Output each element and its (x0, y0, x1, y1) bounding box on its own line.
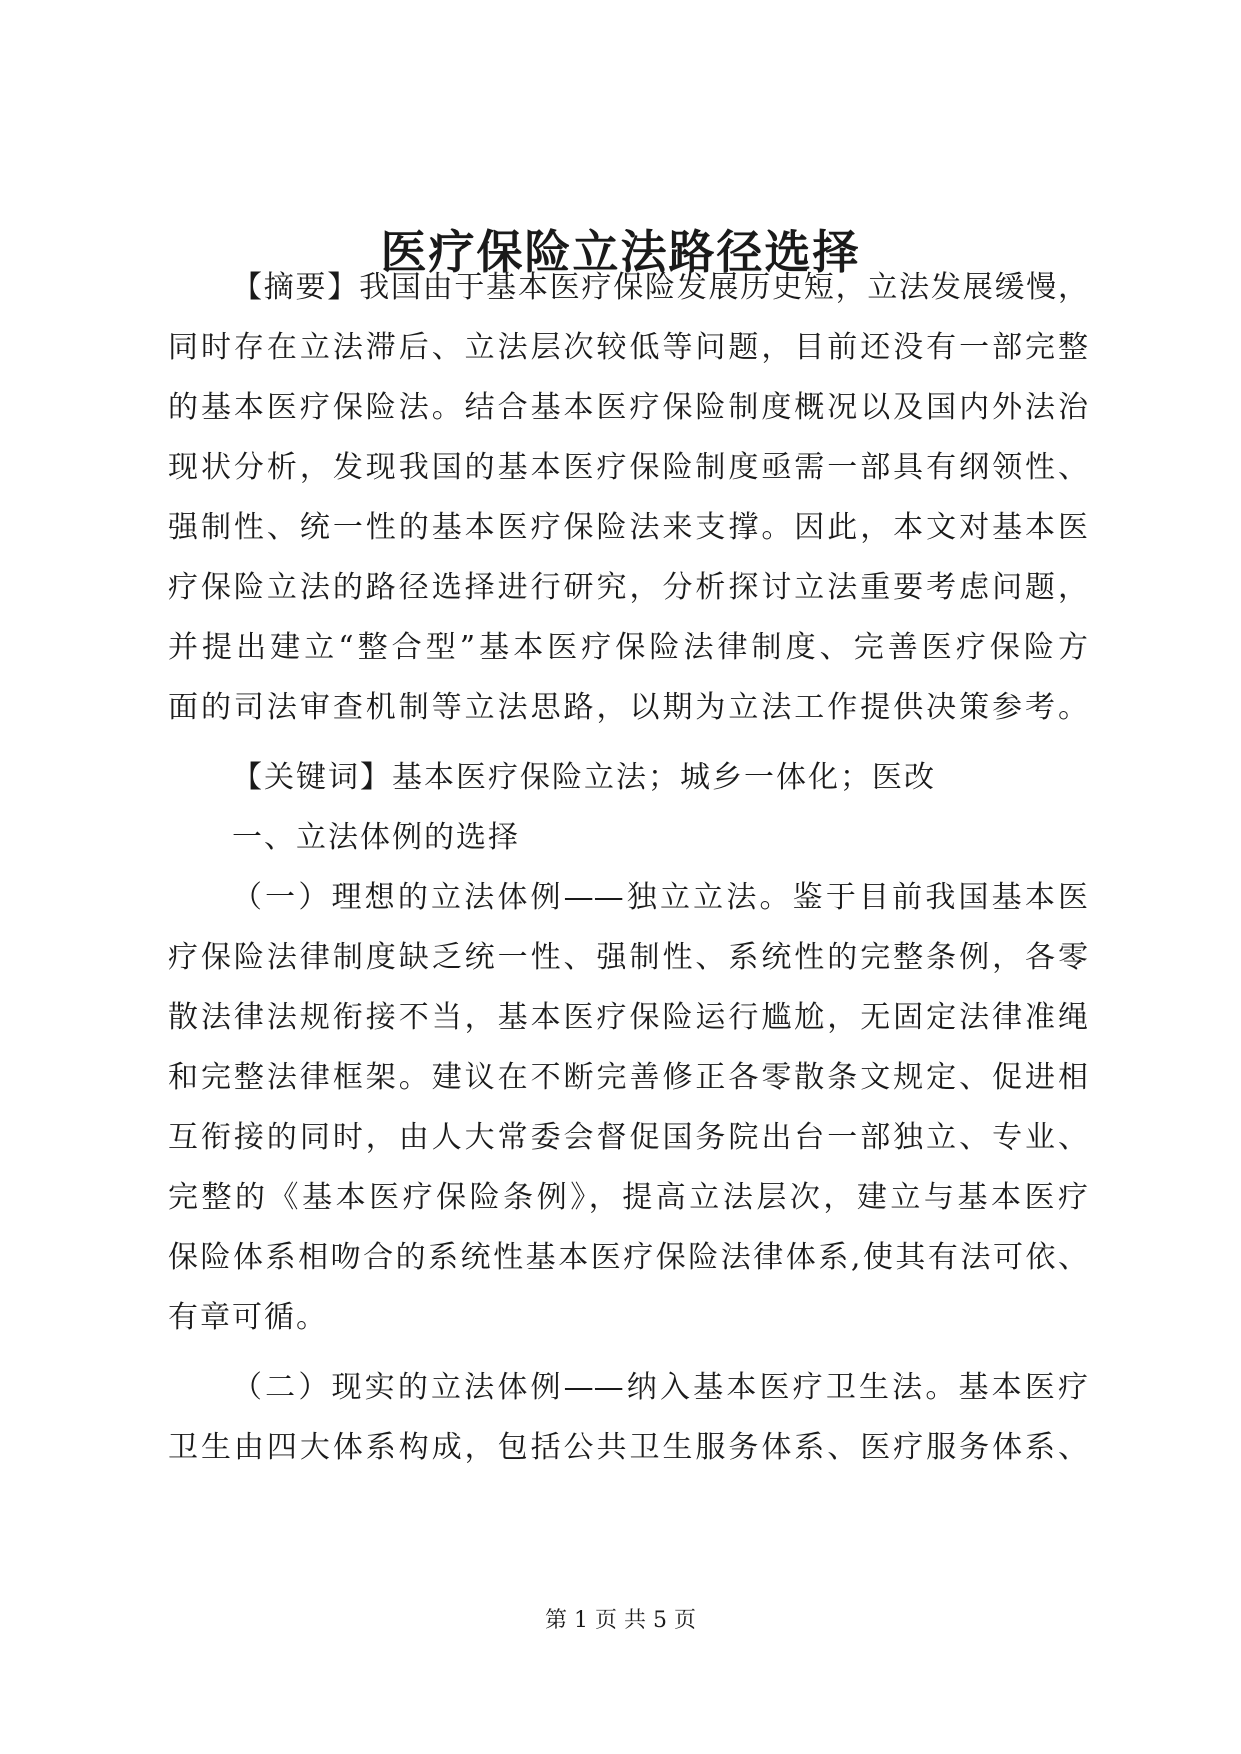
body-line: 面的司法审查机制等立法思路，以期为立法工作提供决策参考。 (168, 690, 1088, 725)
body-line: 散法律法规衔接不当，基本医疗保险运行尴尬，无固定法律准绳 (168, 1000, 1088, 1035)
page-indicator: 第 1 页 共 5 页 (545, 1608, 696, 1633)
body-line: 疗保险法律制度缺乏统一性、强制性、系统性的完整条例，各零 (168, 940, 1088, 975)
body-line: 同时存在立法滞后、立法层次较低等问题，目前还没有一部完整 (168, 330, 1088, 365)
body-line: 【摘要】我国由于基本医疗保险发展历史短，立法发展缓慢， (232, 270, 1088, 305)
body-line: 强制性、统一性的基本医疗保险法来支撑。因此，本文对基本医 (168, 510, 1088, 545)
body-line: 的基本医疗保险法。结合基本医疗保险制度概况以及国内外法治 (168, 390, 1088, 425)
body-line: 保险体系相吻合的系统性基本医疗保险法律体系,使其有法可依、 (168, 1240, 1088, 1275)
body-line: 卫生由四大体系构成，包括公共卫生服务体系、医疗服务体系、 (168, 1430, 1088, 1465)
body-line: （一）理想的立法体例——独立立法。鉴于目前我国基本医 (232, 880, 1088, 915)
body-line: （二）现实的立法体例——纳入基本医疗卫生法。基本医疗 (232, 1370, 1088, 1405)
body-line: 和完整法律框架。建议在不断完善修正各零散条文规定、促进相 (168, 1060, 1088, 1095)
body-line: 有章可循。 (168, 1300, 328, 1335)
document-title: 医疗保险立法路径选择 (380, 225, 861, 279)
section-heading: 一、立法体例的选择 (232, 820, 520, 855)
body-line: 现状分析，发现我国的基本医疗保险制度亟需一部具有纲领性、 (168, 450, 1088, 485)
keywords-line: 【关键词】基本医疗保险立法；城乡一体化；医改 (232, 760, 936, 795)
body-line: 疗保险立法的路径选择进行研究，分析探讨立法重要考虑问题， (168, 570, 1088, 605)
body-line: 并提出建立“整合型”基本医疗保险法律制度、完善医疗保险方 (168, 630, 1088, 665)
body-line: 互衔接的同时，由人大常委会督促国务院出台一部独立、专业、 (168, 1120, 1088, 1155)
body-line: 完整的《基本医疗保险条例》，提高立法层次，建立与基本医疗 (168, 1180, 1088, 1215)
